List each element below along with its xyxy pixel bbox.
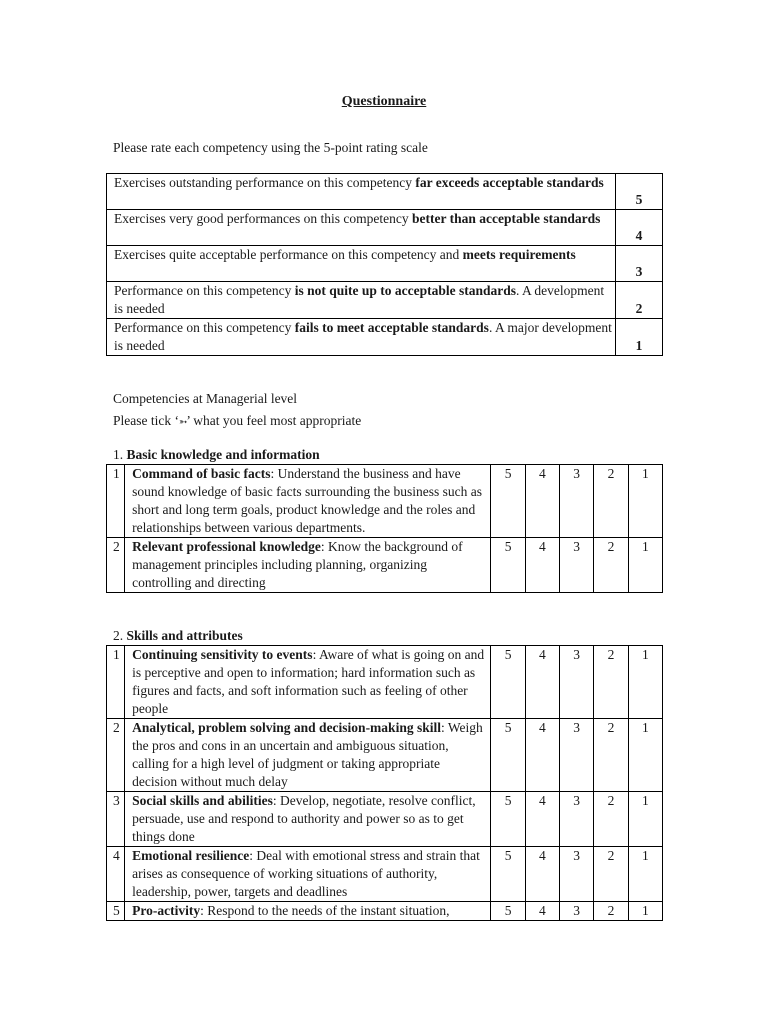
intro-text: Please rate each competency using the 5-point rating scale xyxy=(113,140,428,155)
section-title: Skills and attributes xyxy=(126,628,243,643)
scale-pre-text: Performance on this competency xyxy=(114,283,295,298)
rating-cell-4[interactable]: 4 xyxy=(525,719,559,792)
scale-description xyxy=(107,319,616,356)
competency-detail: : Weigh the pros and cons in an uncertain and ambiguous situation, calling for a high level of judgment or taking appropriate decision without much delay xyxy=(132,720,483,789)
rating-cell-1[interactable]: 1 xyxy=(628,719,662,792)
scale-pre-text: Exercises very good performances on this competency xyxy=(114,211,413,226)
rating-cell-5[interactable]: 5 xyxy=(491,902,525,921)
tick-pre-text: Please tick ‘ xyxy=(113,413,179,428)
rating-cell-1[interactable]: 1 xyxy=(628,465,662,538)
scale-pre-text: Exercises outstanding performance on this competency xyxy=(114,175,416,190)
competency-detail: : Know the background of management principles including planning, organizing controlling and directing xyxy=(132,539,463,590)
rating-cell-2[interactable]: 2 xyxy=(594,465,628,538)
scale-bold-text: far exceeds acceptable standards xyxy=(415,175,604,190)
rating-cell-3[interactable]: 3 xyxy=(560,792,594,847)
item-number: 1 xyxy=(107,646,125,719)
competency-description xyxy=(125,719,491,792)
item-number: 2 xyxy=(107,538,125,593)
scale-bold-text: fails to meet acceptable standards xyxy=(294,320,489,335)
scale-value: 1 xyxy=(616,319,663,356)
arrow-tick-icon: ➳ xyxy=(178,417,187,428)
competency-description xyxy=(125,465,491,538)
competency-row xyxy=(107,847,663,902)
rating-cell-3[interactable]: 3 xyxy=(560,465,594,538)
rating-cell-4[interactable]: 4 xyxy=(525,465,559,538)
competency-description xyxy=(125,902,491,921)
rating-cell-3[interactable]: 3 xyxy=(560,646,594,719)
scale-value: 2 xyxy=(616,282,663,319)
section-1-table xyxy=(106,464,663,593)
competency-row xyxy=(107,792,663,847)
scale-value: 4 xyxy=(616,210,663,246)
competency-detail: : Aware of what is going on and is perceptive and open to information; hard information such as figures and facts, and soft information such as feeling of other people xyxy=(132,647,485,716)
scale-bold-text: is not quite up to acceptable standards xyxy=(294,283,516,298)
rating-cell-2[interactable]: 2 xyxy=(594,847,628,902)
item-number: 4 xyxy=(107,847,125,902)
competency-name: Social skills and abilities xyxy=(132,793,273,808)
rating-cell-5[interactable]: 5 xyxy=(491,719,525,792)
section-title: Basic knowledge and information xyxy=(126,447,320,462)
rating-cell-5[interactable]: 5 xyxy=(491,847,525,902)
item-number: 5 xyxy=(107,902,125,921)
scale-post-text: . A development is needed xyxy=(114,283,605,316)
competency-detail: : Develop, negotiate, resolve conflict, persuade, use and respond to authority and power so as to get things done xyxy=(132,793,476,844)
scale-row xyxy=(107,210,663,246)
item-number: 1 xyxy=(107,465,125,538)
rating-cell-1[interactable]: 1 xyxy=(628,538,662,593)
section-1-heading xyxy=(113,447,320,463)
section-2-table xyxy=(106,645,663,921)
tick-instruction xyxy=(113,413,361,429)
scale-pre-text: Exercises quite acceptable performance on this competency and xyxy=(114,247,463,262)
competency-detail: : Deal with emotional stress and strain that arises as consequence of working situations of authority, leadership, power, targets and deadlines xyxy=(132,848,480,899)
competency-detail: : Understand the business and have sound knowledge of basic facts surrounding the business such as short and long term goals, product knowledge and the roles and relationships between various departments. xyxy=(132,466,482,535)
rating-cell-1[interactable]: 1 xyxy=(628,902,662,921)
scale-pre-text: Performance on this competency xyxy=(114,320,295,335)
scale-post-text: . A major development is needed xyxy=(114,320,612,353)
competency-name: Relevant professional knowledge xyxy=(132,539,321,554)
page-title: Questionnaire xyxy=(341,94,427,109)
section-number: 2. xyxy=(113,628,127,643)
rating-cell-1[interactable]: 1 xyxy=(628,847,662,902)
rating-cell-4[interactable]: 4 xyxy=(525,792,559,847)
rating-cell-2[interactable]: 2 xyxy=(594,646,628,719)
rating-cell-3[interactable]: 3 xyxy=(560,719,594,792)
scale-description xyxy=(107,282,616,319)
competency-name: Emotional resilience xyxy=(132,848,250,863)
rating-cell-3[interactable]: 3 xyxy=(560,538,594,593)
rating-cell-3[interactable]: 3 xyxy=(560,902,594,921)
competency-description xyxy=(125,847,491,902)
competency-description xyxy=(125,646,491,719)
competency-description xyxy=(125,792,491,847)
competency-name: Continuing sensitivity to events xyxy=(132,647,313,662)
rating-cell-1[interactable]: 1 xyxy=(628,646,662,719)
competency-detail: : Respond to the needs of the instant situation, xyxy=(200,903,450,918)
competency-row xyxy=(107,538,663,593)
rating-cell-5[interactable]: 5 xyxy=(491,646,525,719)
rating-cell-4[interactable]: 4 xyxy=(525,538,559,593)
scale-value: 3 xyxy=(616,246,663,282)
rating-cell-4[interactable]: 4 xyxy=(525,646,559,719)
rating-cell-2[interactable]: 2 xyxy=(594,538,628,593)
competency-name: Pro-activity xyxy=(132,903,201,918)
item-number: 2 xyxy=(107,719,125,792)
scale-row xyxy=(107,246,663,282)
rating-cell-5[interactable]: 5 xyxy=(491,792,525,847)
scale-row xyxy=(107,319,663,356)
rating-cell-3[interactable]: 3 xyxy=(560,847,594,902)
competency-name: Command of basic facts xyxy=(132,466,271,481)
rating-cell-1[interactable]: 1 xyxy=(628,792,662,847)
scale-row xyxy=(107,282,663,319)
item-number: 3 xyxy=(107,792,125,847)
rating-cell-4[interactable]: 4 xyxy=(525,902,559,921)
competency-row xyxy=(107,646,663,719)
section-number: 1. xyxy=(113,447,127,462)
rating-cell-2[interactable]: 2 xyxy=(594,902,628,921)
rating-cell-2[interactable]: 2 xyxy=(594,792,628,847)
scale-row xyxy=(107,174,663,210)
section-2-heading xyxy=(113,628,243,644)
level-line: Competencies at Managerial level xyxy=(113,391,298,406)
scale-description xyxy=(107,210,616,246)
competency-description xyxy=(125,538,491,593)
competency-name: Analytical, problem solving and decision-making skill xyxy=(132,720,441,735)
competency-row xyxy=(107,719,663,792)
tick-post-text: ’ what you feel most appropriate xyxy=(186,413,362,428)
scale-value: 5 xyxy=(616,174,663,210)
competency-row xyxy=(107,465,663,538)
scale-bold-text: better than acceptable standards xyxy=(412,211,601,226)
scale-bold-text: meets requirements xyxy=(462,247,576,262)
rating-cell-5[interactable]: 5 xyxy=(491,538,525,593)
scale-description xyxy=(107,246,616,282)
competency-row xyxy=(107,902,663,921)
rating-scale-table xyxy=(106,173,663,356)
rating-cell-4[interactable]: 4 xyxy=(525,847,559,902)
rating-cell-2[interactable]: 2 xyxy=(594,719,628,792)
scale-description xyxy=(107,174,616,210)
rating-cell-5[interactable]: 5 xyxy=(491,465,525,538)
